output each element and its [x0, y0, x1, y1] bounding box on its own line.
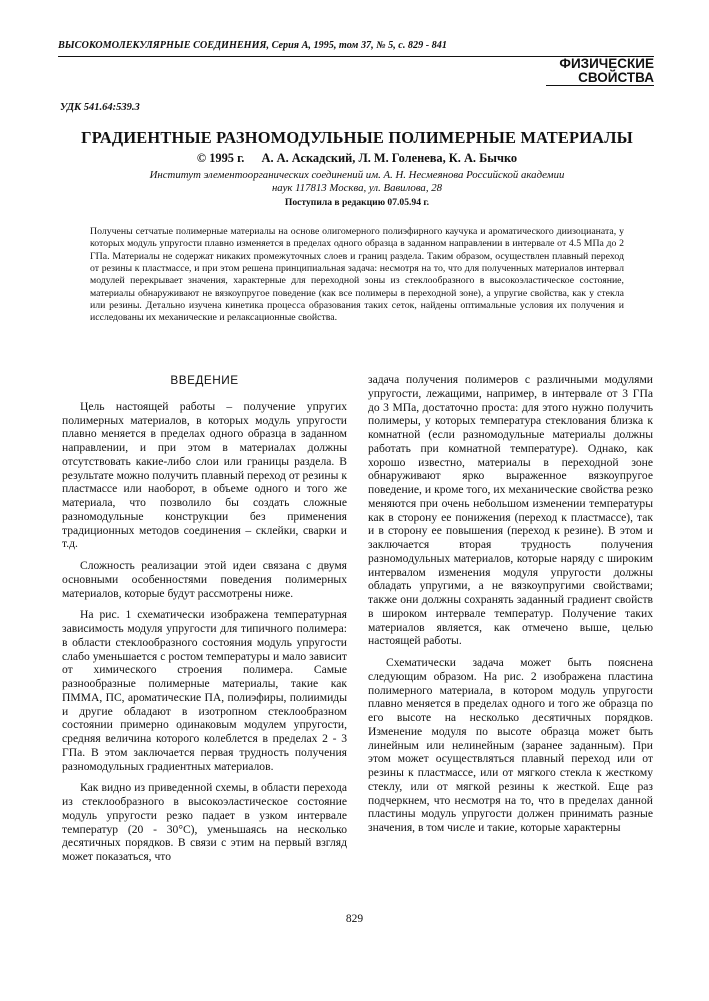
- right-column: [368, 373, 653, 835]
- paragraph: Как видно из приведенной схемы, в области перехода из стеклообразного в высокоэластическое состояние модуль упругости резко падает в узком интервале температур (20 - 30°С), уменьшаясь на несколько десятичных порядков. В связи с этим на первый взгляд может показаться, что: [62, 781, 347, 863]
- journal-header: ВЫСОКОМОЛЕКУЛЯРНЫЕ СОЕДИНЕНИЯ, Серия А, 1995, том 37, № 5, с. 829 - 841: [58, 40, 447, 51]
- left-column: [62, 374, 347, 864]
- paragraph: На рис. 1 схематически изображена температурная зависимость модуля упругости для типичного полимера: в области стеклообразного состояния модуль упругости слабо уменьшается с ростом температуры и мало зависит от химического строения полимера. Самые разнообразные полимерные материалы, такие как ПММА, ПС, ароматические ПА, полиэфиры, полиимиды и другие обладают в изотропном стеклообразном состоянии примерно одинаковым модулем упругости, средняя величина которого колеблется в пределах 2 - 3 ГПа. В этом заключается первая трудность получения разномодульных градиентных материалов.: [62, 608, 347, 773]
- intro-heading: ВВЕДЕНИЕ: [170, 373, 239, 387]
- authors-line: [60, 151, 654, 166]
- paragraph: Схематически задача может быть пояснена следующим образом. На рис. 2 изображена пластина полимерного материала, в котором модуль упругости плавно меняется в пределах одного и того же образца по его высоте на несколько десятичных порядков. Изменение модуля по высоте образца может быть линейным или нелинейным (заранее заданным). При этом может осуществляться плавный переход или от резины к пластмассе, или от мягкого стекла к жесткому стеклу, или от мягкой резины к жесткой. Еще раз подчеркнем, что несмотря на то, что в пределах данной пластины модуль упругости должен принимать разные значения, в том числе и такие, которые характерны: [368, 656, 653, 834]
- authors: А. А. Аскадский, Л. М. Голенева, К. А. Бычко: [261, 151, 518, 165]
- section-label-line1: ФИЗИЧЕСКИЕ: [559, 56, 654, 71]
- udc-code: УДК 541.64:539.3: [60, 102, 140, 113]
- abstract: Получены сетчатые полимерные материалы на основе олигомерного полиэфирного каучука и ароматического диизоцианата, у которых модуль упругости плавно изменяется в пределах одного образца в заданном направлении в интервале от 4.5 МПа до 2 ГПа. Материалы не содержат никаких промежуточных слоев и границ раздела. Таким образом, осуществлен плавный переход от резины к пластмассе, и при этом решена принципиальная задача: несмотря на то, что для полученных материалов интервал модулей перекрывает значения, характерные для переходной зоны из стеклообразного в высокоэластическое состояние, материалы обнаруживают не вязкоупругое поведение (как все полимеры в переходной зоне), а упругие свойства, как у стекла или резины. Детально изучена кинетика процесса образования таких сеток, найдены оптимальные условия их получения и исследованы их механические и релаксационные свойства.: [90, 226, 624, 324]
- paragraph: Сложность реализации этой идеи связана с двумя основными особенностями поведения полимерных материалов, которые будут рассмотрены ниже.: [62, 559, 347, 600]
- paragraph: задача получения полимеров с различными модулями упругости, лежащими, например, в интервале от 3 ГПа до 3 МПа, достаточно проста: для этого нужно получить полимеры, у которых температура стеклования близка к комнатной (если разномодульные материалы должны работать при комнатной температуре). Однако, как хорошо известно, материалы в переходной зоне обнаруживают ярко выраженное вязкоупругое поведение, и кроме того, их механические свойства резко меняются при очень небольшом изменении температуры как в сторону ее понижения (переход к пластмассе), так и в сторону ее повышения (переход к резине). В этом и заключается вторая трудность получения разномодульных материалов, которые наряду с широким интервалом изменения модуля упругости должны обладать упругими, а не вязкоупругими свойствами; также они должны сохранять заданный градиент свойств в широком интервале температур. Получение таких материалов является, как отмечено выше, целью настоящей работы.: [368, 373, 653, 648]
- paragraph: Цель настоящей работы – получение упругих полимерных материалов, в которых модуль упругости плавно меняется в пределах одного образца в заданном направлении, и при этом в материалах должны отсутствовать какие-либо слои или границы раздела. В результате можно получить плавный переход от резины к пластмассе или наоборот, в объеме одного и того же материала, что позволило бы создать сложные разномодульные конструкции без применения традиционных методов соединения – склейки, сварки и т.д.: [62, 399, 347, 551]
- affiliation: Институт элементоорганических соединений им. А. Н. Несмеянова Российской академии наук 117813 Москва, ул. Вавилова, 28: [149, 169, 565, 194]
- section-label-line2: СВОЙСТВА: [578, 70, 654, 85]
- copyright: © 1995 г.: [196, 151, 245, 165]
- received-date: Поступила в редакцию 07.05.94 г.: [284, 197, 430, 208]
- paper-title: ГРАДИЕНТНЫЕ РАЗНОМОДУЛЬНЫЕ ПОЛИМЕРНЫЕ МАТЕРИАЛЫ: [81, 128, 633, 147]
- section-rule: [546, 85, 654, 86]
- page-number: 829: [345, 913, 364, 925]
- section-label: [559, 57, 654, 85]
